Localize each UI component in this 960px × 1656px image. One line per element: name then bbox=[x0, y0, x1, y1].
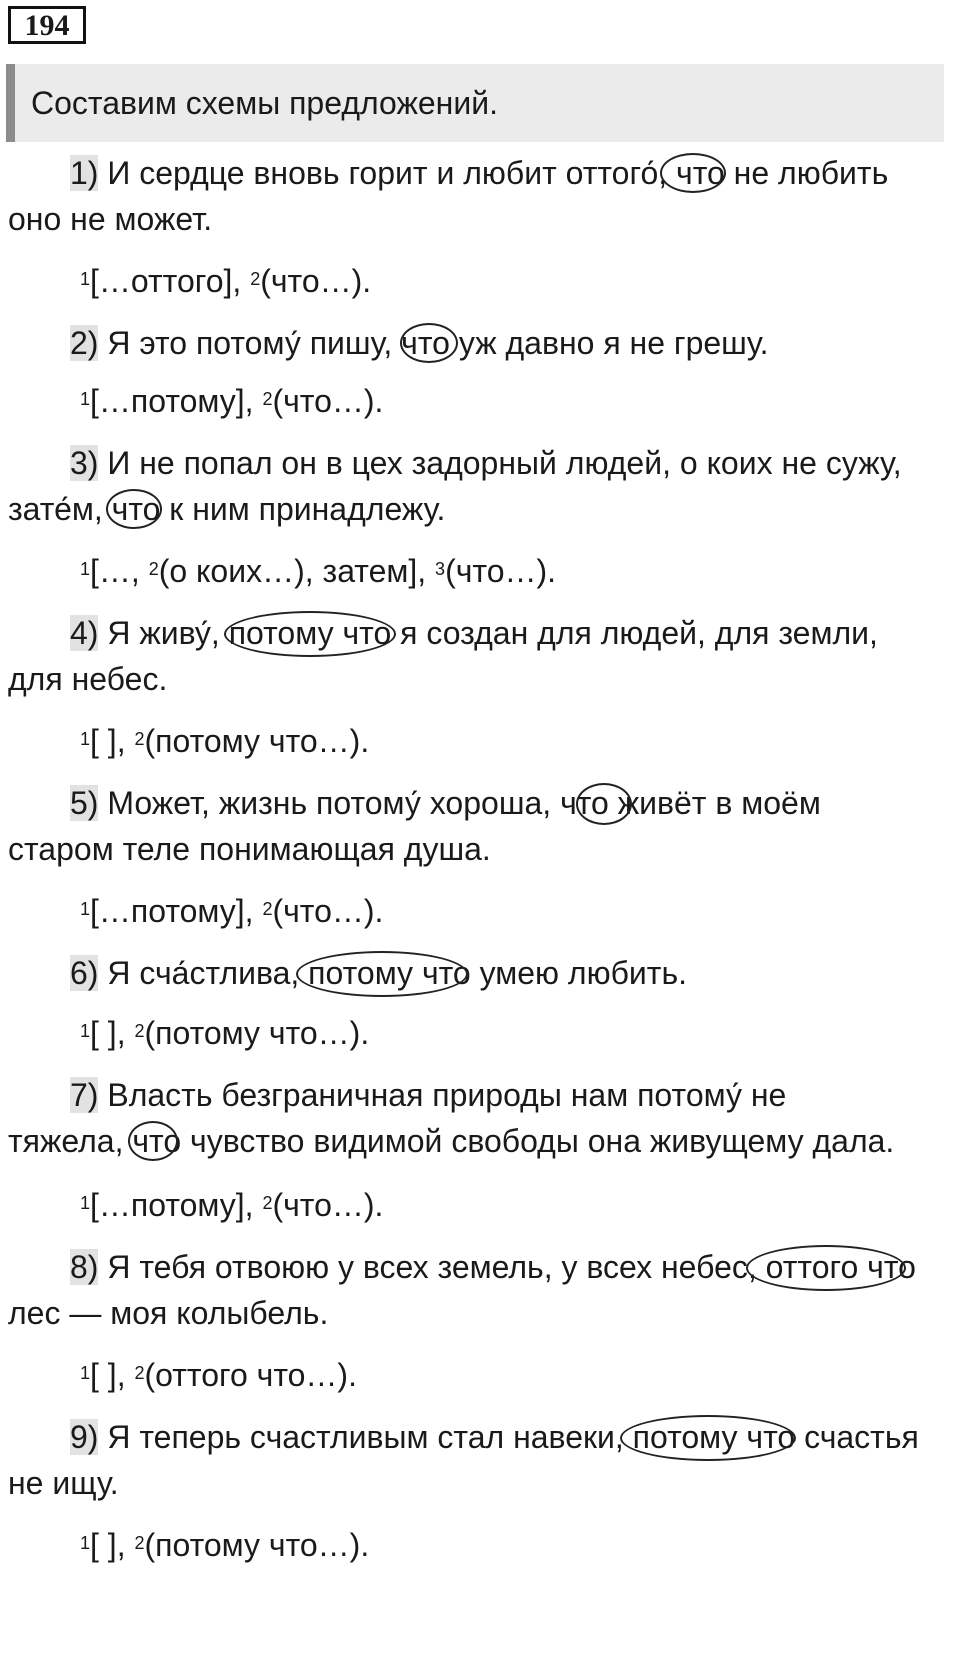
conjunction-oval bbox=[224, 611, 396, 657]
instruction-banner bbox=[6, 64, 944, 142]
sentence-9-line-1: 9) Я теперь счастливым стал навеки, потому что счастья bbox=[70, 1419, 919, 1455]
conjunction-oval bbox=[576, 783, 632, 825]
sentence-number: 4) bbox=[70, 615, 99, 651]
sentence-4-line-2: для небес. bbox=[8, 661, 168, 697]
sentence-number: 3) bbox=[70, 445, 99, 481]
sentence-number: 5) bbox=[70, 785, 99, 821]
scheme-1: $^1$[…оттого], $^2$(что…). bbox=[80, 263, 372, 299]
sentence-number: 6) bbox=[70, 955, 99, 991]
conjunction-oval bbox=[660, 153, 726, 193]
sentence-3-line-1: 3) И не попал он в цех задорный людей, о коих не сужу, bbox=[70, 445, 902, 481]
sentence-8-line-1: 8) Я тебя отвоюю у всех земель, у всех небес, оттого что bbox=[70, 1249, 916, 1285]
sentence-8-line-2: лес — моя колыбель. bbox=[8, 1295, 329, 1331]
conjunction-oval bbox=[746, 1245, 906, 1291]
scheme-7: $^1$[…потому], $^2$(что…). bbox=[80, 1187, 384, 1223]
sentence-number: 1) bbox=[70, 155, 99, 191]
scheme-6: $^1$[ ], $^2$(потому что…). bbox=[80, 1015, 370, 1051]
sentence-6-line-1: 6) Я сча́стлива, потому что умею любить. bbox=[70, 955, 688, 991]
sentence-4-line-1: 4) Я живу́, потому что я создан для людей, для земли, bbox=[70, 615, 878, 651]
scheme-8: $^1$[ ], $^2$(оттого что…). bbox=[80, 1357, 357, 1393]
sentence-1-line-2: оно не может. bbox=[8, 201, 213, 237]
conjunction-oval bbox=[106, 489, 162, 529]
sentence-7-line-1: 7) Власть безграничная природы нам потому́ не bbox=[70, 1077, 787, 1113]
sentence-9-line-2: не ищу. bbox=[8, 1465, 119, 1501]
sentence-number: 8) bbox=[70, 1249, 99, 1285]
sentence-1-line-1: 1) И сердце вновь горит и любит оттого́, что не любить bbox=[70, 155, 889, 191]
scheme-5: $^1$[…потому], $^2$(что…). bbox=[80, 893, 384, 929]
conjunction-oval bbox=[128, 1121, 178, 1161]
sentence-number: 9) bbox=[70, 1419, 99, 1455]
sentence-number: 2) bbox=[70, 325, 99, 361]
sentence-3-line-2: зате́м, что к ним принадлежу. bbox=[8, 491, 446, 527]
conjunction-oval bbox=[400, 323, 458, 363]
scheme-9: $^1$[ ], $^2$(потому что…). bbox=[80, 1527, 370, 1563]
scheme-4: $^1$[ ], $^2$(потому что…). bbox=[80, 723, 370, 759]
exercise-number: 194 bbox=[8, 6, 86, 44]
scheme-3: $^1$[…, $^2$(о коих…), затем], $^3$(что…). bbox=[80, 553, 557, 589]
conjunction-oval bbox=[296, 951, 468, 997]
sentence-5-line-2: старом теле понимающая душа. bbox=[8, 831, 491, 867]
sentence-5-line-1: 5) Может, жизнь потому́ хороша, что живёт в моём bbox=[70, 785, 821, 821]
sentence-2-line-1: 2) Я это потому́ пишу, что уж давно я не грешу. bbox=[70, 325, 769, 361]
instruction-text: Составим схемы предложений. bbox=[31, 85, 498, 121]
sentence-number: 7) bbox=[70, 1077, 99, 1113]
scheme-2: $^1$[…потому], $^2$(что…). bbox=[80, 383, 384, 419]
conjunction-oval bbox=[620, 1415, 796, 1461]
sentence-7-line-2: тяжела, что чувство видимой свободы она живущему дала. bbox=[8, 1123, 895, 1159]
